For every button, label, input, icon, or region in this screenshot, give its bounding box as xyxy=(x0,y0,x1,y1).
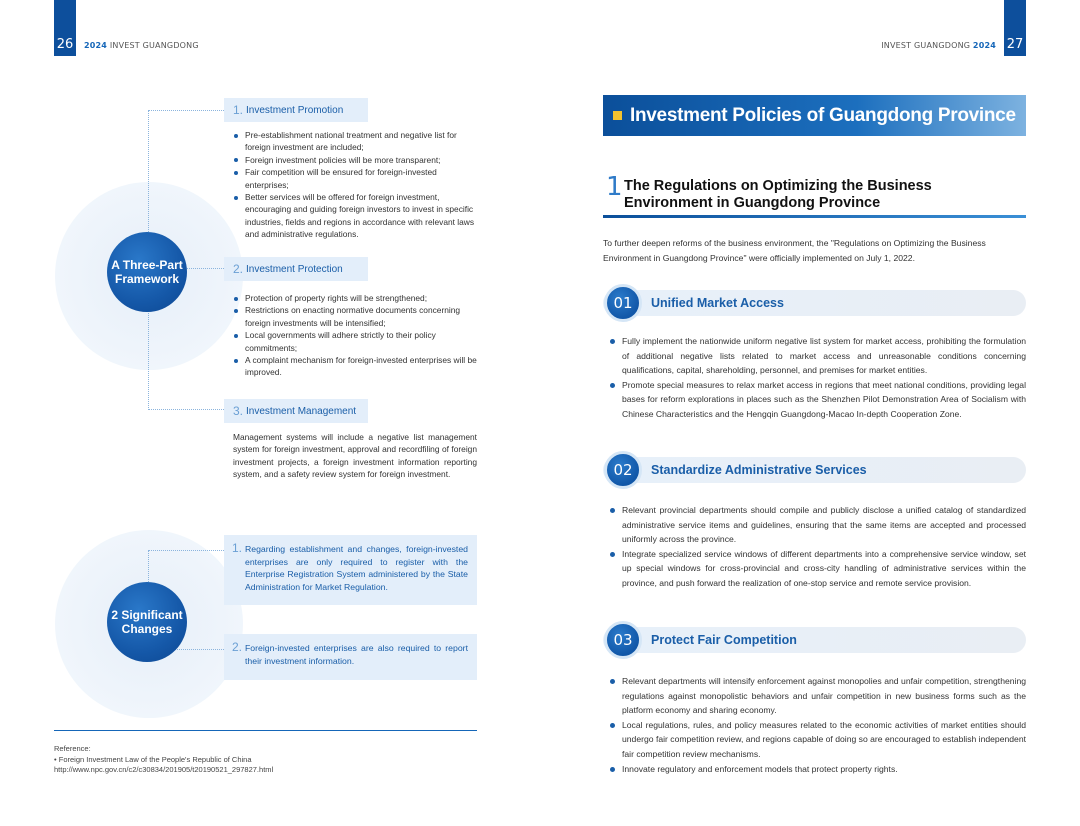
list-item: Restrictions on enacting normative documents concerning foreign investments will be intensified; xyxy=(233,304,477,329)
reference-item: Foreign Investment Law of the People's Republic of China xyxy=(58,754,252,764)
change-item-2 xyxy=(224,634,477,680)
subsection-number-badge xyxy=(604,621,642,659)
part-number: 1. xyxy=(233,103,244,117)
subsection-list xyxy=(610,334,1026,422)
changes-circle xyxy=(107,582,187,662)
page-number-tab-right xyxy=(1004,0,1026,56)
framework-connector-mid xyxy=(187,268,224,269)
page-number-right: 27 xyxy=(1006,37,1024,52)
page-number-left: 26 xyxy=(56,37,74,52)
page-banner xyxy=(603,95,1026,136)
intro-paragraph: To further deepen reforms of the business environment, the "Regulations on Optimizing the Business Environment in Guangdong Province" were officially implemented on July 1, 2022. xyxy=(603,238,986,263)
list-item: Local governments will adhere strictly to their policy commitments; xyxy=(233,329,477,354)
running-head-right xyxy=(881,41,996,50)
section-title: The Regulations on Optimizing the Business Environment in Guangdong Province xyxy=(624,178,932,211)
running-head-left-year: 2024 xyxy=(84,41,108,50)
list-item: Local regulations, rules, and policy measures related to the economic activities of market entities should undergo fair competition review, and regions capable of doing so are encouraged to establish independent fair competition review mechanisms. xyxy=(610,718,1026,762)
change-item-1 xyxy=(224,535,477,605)
list-item: A complaint mechanism for foreign-invested enterprises will be improved. xyxy=(233,354,477,379)
list-item: Protection of property rights will be strengthened; xyxy=(233,292,477,304)
section-number: 1 xyxy=(606,172,623,202)
part-title: Investment Promotion xyxy=(246,104,344,116)
part-title: Investment Protection xyxy=(246,263,343,275)
running-head-right-title: INVEST GUANGDONG xyxy=(881,41,971,50)
change-text: Regarding establishment and changes, foreign-invested enterprises are only required to register with the Enterprise Registration System administered by the State Administration for Market Regulation. xyxy=(245,544,468,592)
list-item: Foreign investment policies will be more transparent; xyxy=(233,154,477,166)
part-label-investment-promotion xyxy=(224,98,368,122)
section-rule xyxy=(603,215,1026,218)
reference-divider xyxy=(54,730,477,731)
running-head-left xyxy=(84,41,199,50)
framework-circle xyxy=(107,232,187,312)
subsection-list xyxy=(610,503,1026,591)
investment-promotion-list xyxy=(233,129,477,241)
subsection-number: 03 xyxy=(613,631,633,649)
list-item: Promote special measures to relax market access in regions that meet national conditions, providing legal bases for reform explorations in places such as the Shenzhen Pilot Demonstration Area of Socialism with Chinese Characteristics and the Hengqin Guangdong-Macao In-depth Cooperation Zone. xyxy=(610,378,1026,422)
change-number: 1. xyxy=(232,541,243,555)
subsection-number-badge xyxy=(604,284,642,322)
subsection-title: Standardize Administrative Services xyxy=(651,463,867,477)
part-label-investment-management xyxy=(224,399,368,423)
bullet-icon: • xyxy=(54,754,57,764)
subsection-title: Unified Market Access xyxy=(651,296,784,310)
subsection-number-badge xyxy=(604,451,642,489)
subsection-number: 01 xyxy=(613,294,633,312)
list-item: Fully implement the nationwide uniform negative list system for market access, prohibiting the formulation of additional negative lists related to market access and unreasonable conditions concerning qualifications, capital, shareholding, personnel, and premises for market entities. xyxy=(610,334,1026,378)
list-item: Relevant departments will intensify enforcement against monopolies and unfair competition, strengthening regulations against monopolistic behaviors and unfair competition in new business forms such as the platform economy and sharing economy. xyxy=(610,674,1026,718)
subsection-title: Protect Fair Competition xyxy=(651,633,797,647)
list-item: Integrate specialized service windows of different departments into a comprehensive service window, set up special windows for cross-provincial and cross-city handling of administrative services within the province, and push forward the realization of one-stop service and remote service provision. xyxy=(610,547,1026,591)
part-title: Investment Management xyxy=(246,405,357,417)
subsection-number: 02 xyxy=(613,461,633,479)
investment-protection-list xyxy=(233,292,477,379)
list-item: Fair competition will be ensured for foreign-invested enterprises; xyxy=(233,166,477,191)
change-text: Foreign-invested enterprises are also required to report their investment information. xyxy=(245,643,468,666)
part-number: 3. xyxy=(233,404,244,418)
page-number-tab-left xyxy=(54,0,76,56)
reference-block xyxy=(54,744,273,776)
list-item: Innovate regulatory and enforcement models that protect property rights. xyxy=(610,762,1026,777)
part-label-investment-protection xyxy=(224,257,368,281)
change-number: 2. xyxy=(232,640,243,654)
reference-item-row xyxy=(54,755,273,766)
subsection-list xyxy=(610,674,1026,776)
changes-circle-label: 2 Significant Changes xyxy=(111,608,183,636)
list-item: Better services will be offered for foreign investment, encouraging and guiding foreign investors to invest in specific industries, fields and regions in accordance with relevant laws and administrative regulations. xyxy=(233,191,477,241)
running-head-left-title: INVEST GUANGDONG xyxy=(109,41,199,50)
framework-circle-label: A Three-Part Framework xyxy=(111,258,183,286)
part-number: 2. xyxy=(233,262,244,276)
banner-title: Investment Policies of Guangdong Province xyxy=(630,104,1016,126)
list-item: Pre-establishment national treatment and negative list for foreign investment are included; xyxy=(233,129,477,154)
list-item: Relevant provincial departments should compile and publicly disclose a unified catalog of standardized administrative service items and guidelines, ensuring that the same items are accepted and processed uniformly across the province. xyxy=(610,503,1026,547)
square-bullet-icon xyxy=(613,111,622,120)
running-head-right-year: 2024 xyxy=(972,41,996,50)
reference-url[interactable]: http://www.npc.gov.cn/c2/c30834/201905/t20190521_297827.html xyxy=(54,765,274,774)
reference-label: Reference: xyxy=(54,744,91,753)
investment-management-text: Management systems will include a negative list management system for foreign investment, approval and recordfiling of foreign investment projects, a foreign investment information reporting system, and a safety review system for foreign investment. xyxy=(233,432,477,480)
